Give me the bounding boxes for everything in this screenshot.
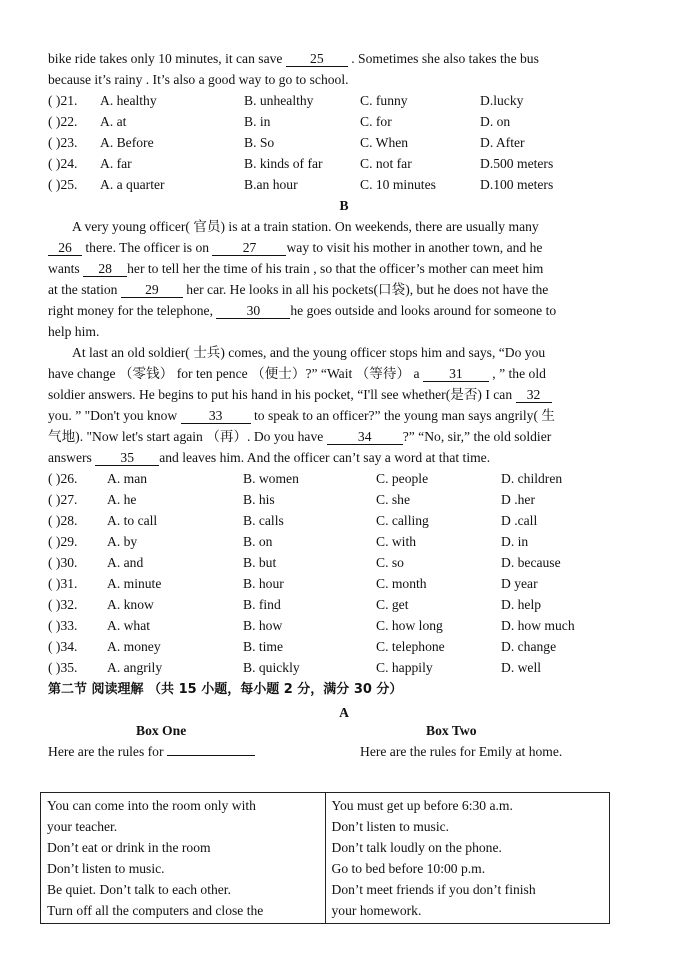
option-a: A. Before [100, 135, 154, 150]
passage-b [48, 216, 640, 468]
blank-29: 29 [121, 282, 183, 298]
option-a: A. healthy [100, 93, 157, 108]
intro-line-2: because it’s rainy . It’s also a good way to go to school. [48, 72, 349, 87]
option-a: A. what [107, 618, 151, 633]
option-c: C. 10 minutes [360, 177, 436, 192]
question-number: ( )34. [48, 639, 78, 654]
question-number: ( )30. [48, 555, 78, 570]
blank-30: 30 [216, 303, 290, 319]
option-c: C. funny [360, 93, 408, 108]
blank-26: 26 [48, 240, 82, 256]
question-row [48, 531, 640, 552]
question-row [48, 111, 640, 132]
passage-text: there. The officer is on [82, 240, 213, 255]
option-c: C. telephone [376, 639, 445, 654]
box-one-subtitle-blank [167, 755, 255, 756]
question-number: ( )32. [48, 597, 78, 612]
option-b: B. women [243, 471, 299, 486]
question-row [48, 132, 640, 153]
question-row [48, 174, 640, 195]
option-d: D. how much [501, 618, 575, 633]
passage-text: , ” the old [488, 366, 546, 381]
blank-33: 33 [181, 408, 251, 424]
rule-item: your homework. [331, 903, 422, 918]
part-a-questions [48, 90, 640, 195]
option-d: D .her [501, 492, 535, 507]
part-b-questions [48, 468, 640, 678]
intro-text: bike ride takes only 10 minutes, it can save [48, 51, 286, 66]
exam-page [48, 48, 640, 765]
option-d: D. on [480, 114, 511, 129]
option-d: D. children [501, 471, 563, 486]
option-c: C. get [376, 597, 409, 612]
passage-text: at the station [48, 282, 121, 297]
question-row [48, 153, 640, 174]
rule-item: Turn off all the computers and close the [47, 903, 264, 918]
option-b: B. hour [243, 576, 284, 591]
option-d: D.lucky [480, 93, 524, 108]
question-number: ( )31. [48, 576, 78, 591]
box-two-title: Box Two [426, 723, 477, 738]
question-number: ( )23. [48, 135, 78, 150]
box-two-rules [325, 793, 610, 924]
option-b: B. how [243, 618, 283, 633]
option-d: D. help [501, 597, 542, 612]
passage-text: have change （零钱） for ten pence （便士）?” “Wait （等待） a [48, 366, 423, 381]
box-two-subtitle: Here are the rules for Emily at home. [360, 744, 563, 759]
blank-25: 25 [286, 51, 348, 67]
passage-text: to speak to an officer?” the young man says angrily( 生 [250, 408, 555, 423]
option-a: A. by [107, 534, 138, 549]
option-d: D year [501, 576, 538, 591]
question-number: ( )35. [48, 660, 78, 675]
question-number: ( )33. [48, 618, 78, 633]
rule-item: Go to bed before 10:00 p.m. [331, 861, 486, 876]
passage-text: you. ” "Don't you know [48, 408, 181, 423]
passage-line: help him. [48, 324, 100, 339]
option-c: C. she [376, 492, 410, 507]
blank-35: 35 [95, 450, 159, 466]
option-a: A. he [107, 492, 137, 507]
question-row [48, 489, 640, 510]
option-b: B.an hour [244, 177, 298, 192]
question-row [48, 468, 640, 489]
question-row [48, 615, 640, 636]
passage-line [48, 237, 640, 258]
rule-item: Don’t listen to music. [331, 819, 450, 834]
question-number: ( )22. [48, 114, 78, 129]
option-d: D.500 meters [480, 156, 554, 171]
passage-text: right money for the telephone, [48, 303, 217, 318]
blank-28: 28 [83, 261, 127, 277]
rule-item: Don’t talk loudly on the phone. [331, 840, 502, 855]
rule-item: Be quiet. Don’t talk to each other. [47, 882, 231, 897]
option-b: B. quickly [243, 660, 300, 675]
option-d: D. After [480, 135, 525, 150]
option-b: B. but [243, 555, 277, 570]
option-d: D. in [501, 534, 529, 549]
passage-line: A very young officer( 官员) is at a train station. On weekends, there are usually many [72, 219, 539, 234]
blank-32: 32 [516, 387, 552, 403]
question-number: ( )28. [48, 513, 78, 528]
section2-a-label: A [339, 705, 349, 720]
passage-line [48, 258, 640, 279]
option-a: A. and [107, 555, 144, 570]
question-row [48, 594, 640, 615]
option-b: B. find [243, 597, 281, 612]
blank-27: 27 [212, 240, 286, 256]
option-d: D.100 meters [480, 177, 554, 192]
option-c: C. so [376, 555, 404, 570]
option-c: C. not far [360, 156, 412, 171]
box-one-rules [41, 793, 326, 924]
question-row [48, 552, 640, 573]
option-b: B. time [243, 639, 284, 654]
rule-item: Don’t eat or drink in the room [47, 840, 211, 855]
box-one-subtitle [48, 744, 255, 760]
option-b: B. kinds of far [244, 156, 323, 171]
option-a: A. far [100, 156, 132, 171]
option-c: C. for [360, 114, 392, 129]
question-number: ( )24. [48, 156, 78, 171]
blank-34: 34 [327, 429, 403, 445]
question-row [48, 636, 640, 657]
option-a: A. know [107, 597, 154, 612]
option-d: D. well [501, 660, 542, 675]
question-row [48, 573, 640, 594]
option-a: A. money [107, 639, 161, 654]
blank-31: 31 [423, 366, 489, 382]
passage-line [48, 363, 640, 384]
passage-text: her to tell her the time of his train , so that the officer’s mother can meet him [127, 261, 544, 276]
intro-text: . Sometimes she also takes the bus [347, 51, 539, 66]
passage-text: answers [48, 450, 96, 465]
passage-text: and leaves him. And the officer can’t say a word at that time. [159, 450, 491, 465]
passage-line [48, 300, 640, 321]
passage-line [48, 447, 640, 468]
passage-text: he goes outside and looks around for someone to [290, 303, 557, 318]
rule-item: Don’t meet friends if you don’t finish [331, 882, 536, 897]
box-one-title: Box One [136, 723, 187, 738]
question-number: ( )21. [48, 93, 78, 108]
passage-text: wants [48, 261, 84, 276]
passage-text: ?” “No, sir,” the old soldier [402, 429, 552, 444]
passage-text: way to visit his mother in another town, and he [286, 240, 543, 255]
passage-line [48, 279, 640, 300]
question-number: ( )29. [48, 534, 78, 549]
intro-line-1 [48, 48, 640, 69]
option-c: C. with [376, 534, 417, 549]
passage-line [48, 426, 640, 447]
passage-text: soldier answers. He begins to put his hand in his pocket, “I'll see whether(是否) I can [48, 387, 516, 402]
option-a: A. man [107, 471, 148, 486]
passage-line [48, 384, 640, 405]
question-number: ( )26. [48, 471, 78, 486]
option-b: B. So [244, 135, 275, 150]
option-b: B. his [243, 492, 275, 507]
option-d: D. because [501, 555, 561, 570]
option-b: B. unhealthy [244, 93, 314, 108]
option-c: C. happily [376, 660, 433, 675]
option-b: B. calls [243, 513, 284, 528]
option-d: D. change [501, 639, 557, 654]
section2-title: 第二节 阅读理解 （共 15 小题，每小题 2 分，满分 30 分） [48, 682, 403, 697]
passage-text: 气地). "Now let's start again （再）. Do you have [48, 429, 327, 444]
rules-table [40, 792, 610, 924]
passage-line [48, 405, 640, 426]
rule-item: Don’t listen to music. [47, 861, 165, 876]
option-a: A. a quarter [100, 177, 165, 192]
option-c: C. When [360, 135, 409, 150]
option-c: C. people [376, 471, 429, 486]
question-row [48, 510, 640, 531]
option-a: A. angrily [107, 660, 163, 675]
rule-item: You must get up before 6:30 a.m. [331, 798, 513, 813]
rule-item: your teacher. [47, 819, 118, 834]
option-a: A. at [100, 114, 127, 129]
option-c: C. month [376, 576, 427, 591]
option-b: B. on [243, 534, 273, 549]
question-number: ( )25. [48, 177, 78, 192]
option-c: C. calling [376, 513, 429, 528]
option-c: C. how long [376, 618, 443, 633]
option-d: D .call [501, 513, 538, 528]
passage-text: her car. He looks in all his pockets(口袋), but he does not have the [182, 282, 549, 297]
question-row [48, 657, 640, 678]
rule-item: You can come into the room only with [47, 798, 256, 813]
question-row [48, 90, 640, 111]
box-headings [48, 723, 640, 765]
option-b: B. in [244, 114, 271, 129]
option-a: A. minute [107, 576, 162, 591]
passage-line: At last an old soldier( 士兵) comes, and the young officer stops him and says, “Do you [72, 345, 546, 360]
box-one-subtitle-text: Here are the rules for [48, 744, 167, 759]
question-number: ( )27. [48, 492, 78, 507]
section-b-label: B [339, 198, 349, 213]
option-a: A. to call [107, 513, 158, 528]
